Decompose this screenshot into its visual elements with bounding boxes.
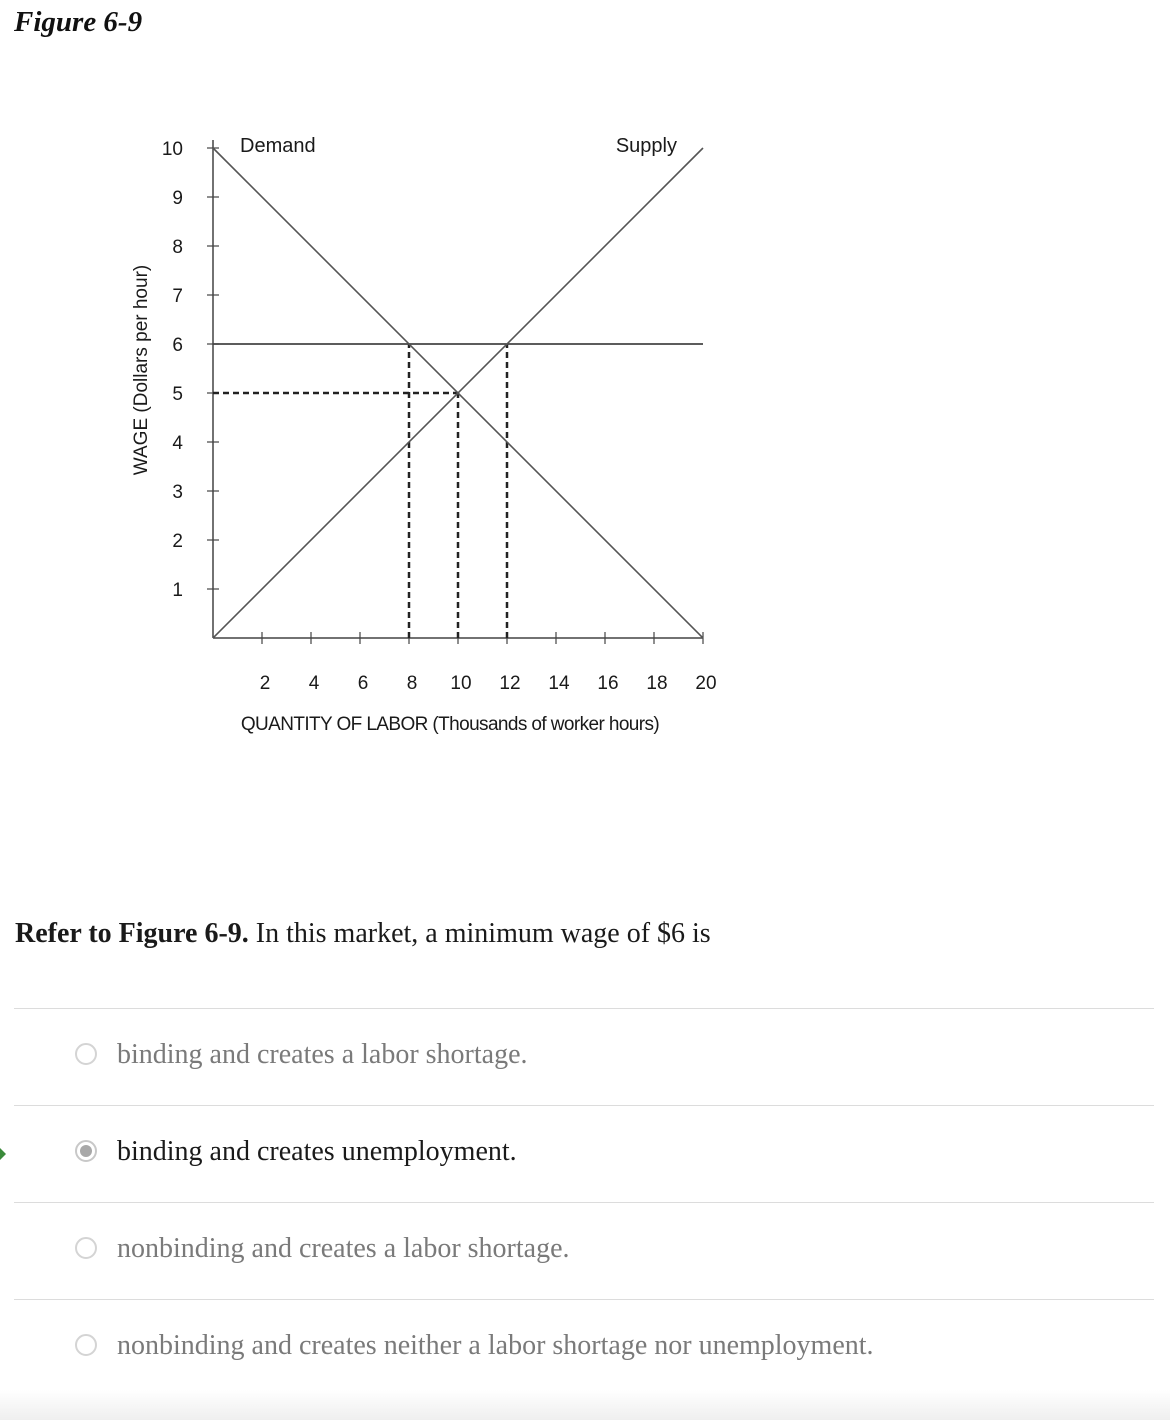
demand-label: Demand — [240, 135, 316, 157]
question-stem: In this market, a minimum wage of $6 is — [248, 918, 711, 949]
answer-label: binding and creates a labor shortage. — [117, 1039, 528, 1070]
radio-button[interactable] — [75, 1334, 97, 1356]
y-tick-label-5: 5 — [172, 384, 183, 405]
radio-button[interactable] — [75, 1237, 97, 1259]
x-tick-label-18: 18 — [646, 673, 668, 694]
answer-label: nonbinding and creates neither a labor shortage nor unemployment. — [117, 1330, 874, 1361]
answer-option-2[interactable] — [14, 1105, 1154, 1202]
radio-button[interactable] — [75, 1043, 97, 1065]
y-tick-label-10: 10 — [161, 139, 183, 160]
bottom-fade — [0, 1390, 1170, 1420]
x-tick-label-20: 20 — [695, 673, 717, 694]
x-tick-label-2: 2 — [259, 673, 271, 694]
answer-option-1[interactable] — [14, 1008, 1154, 1105]
radio-button-selected[interactable] — [75, 1140, 97, 1162]
y-tick-label-8: 8 — [172, 237, 183, 258]
figure-title: Figure 6-9 — [14, 6, 143, 38]
y-tick-label-7: 7 — [172, 286, 183, 307]
x-axis-title: QUANTITY OF LABOR (Thousands of worker hours) — [240, 714, 660, 735]
x-tick-label-14: 14 — [548, 673, 570, 694]
answer-options — [14, 1008, 1154, 1396]
x-tick-label-12: 12 — [499, 673, 521, 694]
y-tick-label-3: 3 — [172, 482, 183, 503]
y-tick-label-4: 4 — [172, 433, 183, 454]
supply-label: Supply — [615, 135, 677, 157]
x-tick-label-16: 16 — [597, 673, 619, 694]
x-tick-label-6: 6 — [357, 673, 369, 694]
y-tick-label-1: 1 — [172, 580, 183, 601]
question-text — [15, 918, 711, 950]
answer-option-4[interactable] — [14, 1299, 1154, 1396]
x-tick-label-8: 8 — [406, 673, 418, 694]
y-axis-title: WAGE (Dollars per hour) — [131, 264, 152, 476]
x-tick-label-10: 10 — [450, 673, 472, 694]
y-tick-label-6: 6 — [172, 335, 183, 356]
y-tick-label-2: 2 — [172, 531, 183, 552]
answer-label: binding and creates unemployment. — [117, 1136, 517, 1167]
question-reference: Refer to Figure 6-9. — [15, 918, 249, 949]
y-tick-label-9: 9 — [172, 188, 183, 209]
x-tick-label-4: 4 — [308, 673, 320, 694]
answer-label: nonbinding and creates a labor shortage. — [117, 1233, 570, 1264]
answer-option-3[interactable] — [14, 1202, 1154, 1299]
selected-marker-icon — [0, 1148, 6, 1160]
